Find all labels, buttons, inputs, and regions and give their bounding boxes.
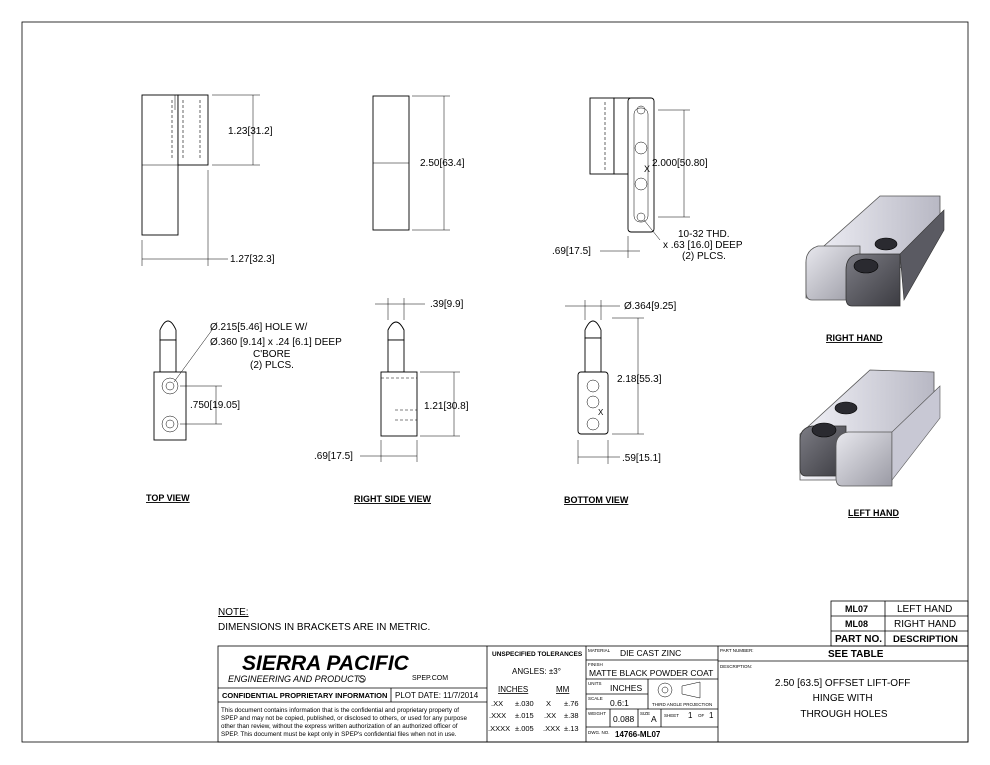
- dim-rs-height: 1.21[30.8]: [424, 401, 469, 412]
- svg-text:X: X: [598, 408, 604, 417]
- size-lbl: SIZE: [640, 711, 651, 716]
- of-lbl: OF: [698, 713, 705, 718]
- parts-row-1-desc: LEFT HAND: [897, 604, 953, 615]
- projection-icon: [658, 682, 700, 698]
- label-bottom-view: BOTTOM VIEW: [564, 495, 629, 505]
- dim-side-height: 2.50[63.4]: [420, 158, 465, 169]
- desc-lbl: DESCRIPTION:: [720, 664, 753, 669]
- sheet-num: 1: [688, 711, 693, 720]
- company-subtitle: ENGINEERING AND PRODUCTS: [228, 674, 366, 684]
- tol-mm-hdr: MM: [556, 685, 570, 694]
- confidential-label: CONFIDENTIAL PROPRIETARY INFORMATION: [222, 691, 388, 700]
- top-view: [146, 321, 344, 503]
- plot-date: PLOT DATE: 11/7/2014: [395, 691, 479, 700]
- label-right-hand: RIGHT HAND: [826, 333, 883, 343]
- description: 2.50 [63.5] OFFSET LIFT-OFF HINGE WITH THROUGH HOLES: [774, 678, 911, 720]
- bottom-view: [564, 300, 676, 505]
- tol-angles: ANGLES: ±3°: [512, 667, 561, 676]
- tol-title: UNSPECIFIED TOLERANCES: [492, 651, 583, 658]
- tol-inches-hdr: INCHES: [498, 685, 529, 694]
- note-text: DIMENSIONS IN BRACKETS ARE IN METRIC.: [218, 622, 431, 633]
- dim-top-spacing: .750[19.05]: [190, 400, 241, 411]
- tol-row-3: .XXXX ±.005 .XXX ±.13: [488, 724, 579, 733]
- dim-rs-width: .69[17.5]: [314, 451, 353, 462]
- svg-text:X: X: [644, 164, 651, 174]
- front-view: [142, 95, 275, 266]
- finish-lbl: FINISH: [588, 662, 603, 667]
- scale: 0.6:1: [610, 698, 629, 708]
- units: INCHES: [610, 683, 643, 693]
- dim-front-width: 1.27[32.3]: [230, 254, 275, 265]
- back-view: [552, 98, 745, 262]
- side-view: [373, 96, 465, 230]
- label-right-side-view: RIGHT SIDE VIEW: [354, 494, 432, 504]
- title-block: [218, 646, 968, 742]
- right-side-view: [314, 298, 469, 504]
- dim-back-offset: .69[17.5]: [552, 246, 591, 257]
- dim-front-height: 1.23[31.2]: [228, 126, 273, 137]
- company-name: SIERRA PACIFIC: [242, 652, 409, 675]
- finish: MATTE BLACK POWDER COAT: [589, 668, 714, 678]
- weight-lbl: WEIGHT: [588, 711, 606, 716]
- partnum-lbl: PART NUMBER:: [720, 648, 754, 653]
- iso-right-hand: [806, 196, 944, 343]
- partnum: SEE TABLE: [828, 649, 884, 660]
- note-title: NOTE:: [218, 607, 249, 618]
- iso-left-hand: [800, 370, 940, 518]
- dim-back-spacing: 2.000[50.80]: [652, 158, 708, 169]
- dim-bot-width: .59[15.1]: [622, 453, 661, 464]
- parts-row-1-part: ML07: [845, 604, 869, 614]
- scale-lbl: SCALE: [588, 696, 603, 701]
- parts-header-desc: DESCRIPTION: [893, 634, 958, 645]
- company-web: SPEP.COM: [412, 675, 449, 682]
- note-thread: 10-32 THD. x .63 [16.0] DEEP (2) PLCS.: [663, 229, 743, 262]
- parts-row-2-part: ML08: [845, 619, 869, 629]
- projection: THIRD ANGLE PROJECTION: [652, 702, 713, 707]
- size: A: [651, 714, 657, 724]
- disclaimer: This document contains information that is the confidential and proprietary property of SPEP and may not be copied, published, or disclosed to others, or used for any purpose other than review, without the express written authorization of an authorized officer of SPEP. This document must be kept only in SPEP's confidential files when not in use.: [221, 707, 467, 738]
- tol-row-2: .XXX ±.015 .XX ±.38: [489, 711, 579, 720]
- material: DIE CAST ZINC: [620, 648, 682, 658]
- parts-row-2-desc: RIGHT HAND: [894, 619, 957, 630]
- parts-table: [831, 601, 968, 646]
- dim-rs-top: .39[9.9]: [430, 299, 464, 310]
- tol-row-1: .XX ±.030 X ±.76: [491, 699, 579, 708]
- parts-header-part: PART NO.: [835, 634, 883, 645]
- material-lbl: MATERIAL: [588, 648, 611, 653]
- dwg-lbl: DWG. NO.: [588, 730, 610, 735]
- dim-bot-dia: Ø.364[9.25]: [624, 301, 677, 312]
- units-lbl: UNITS: [588, 681, 602, 686]
- weight: 0.088: [613, 714, 635, 724]
- dim-bot-height: 2.18[55.3]: [617, 374, 662, 385]
- of-num: 1: [709, 711, 714, 720]
- note-hole: Ø.215[5.46] HOLE W/ Ø.360 [9.14] x .24 [6.1] DEEP C'BORE (2) PLCS.: [210, 322, 342, 371]
- sheet-lbl: SHEET: [664, 713, 680, 718]
- label-left-hand: LEFT HAND: [848, 508, 899, 518]
- label-top-view: TOP VIEW: [146, 493, 190, 503]
- dwg-number: 14766-ML07: [615, 730, 661, 739]
